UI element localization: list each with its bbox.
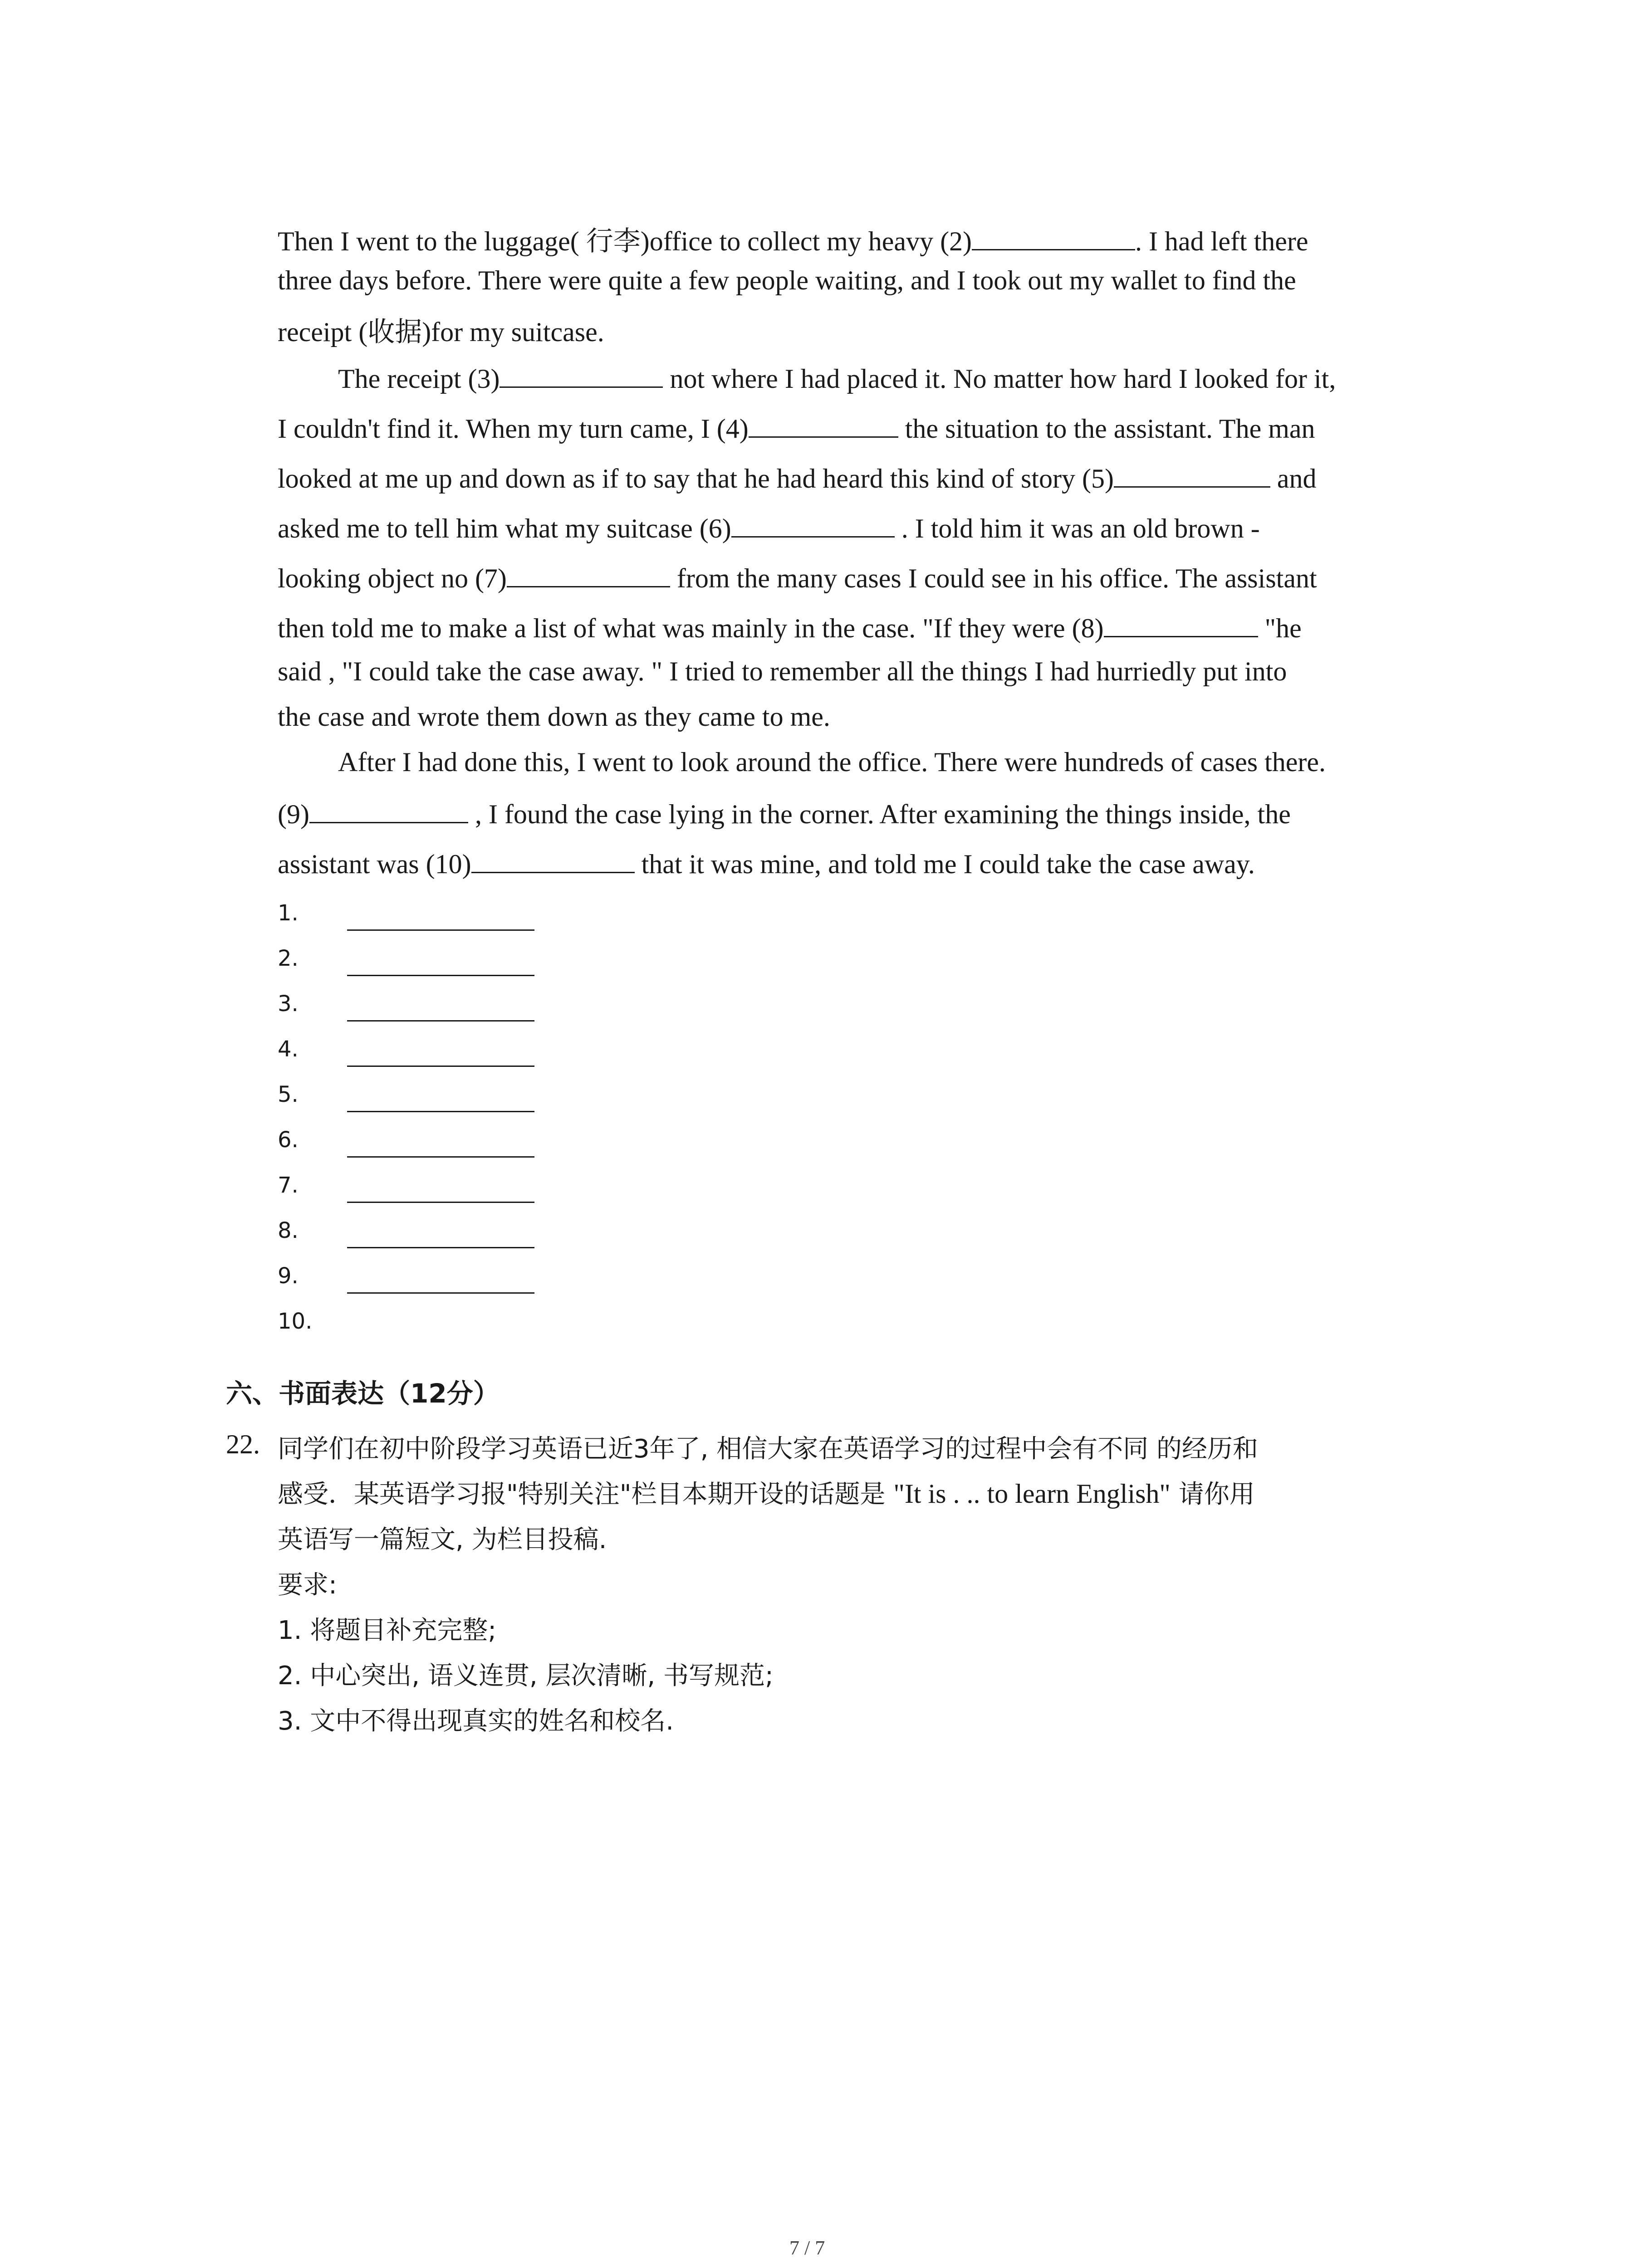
answer-row	[278, 991, 595, 1036]
passage-text: from the many cases I could see in his office. The assistant	[670, 563, 1317, 593]
passage-text: said , "I could take the case away. " I tried to remember all the things I had hurriedly put into	[278, 656, 1287, 686]
passage-text: the situation to the assistant. The man	[898, 414, 1315, 444]
passage-line	[278, 265, 1296, 296]
passage-line	[278, 511, 1260, 544]
answer-number: 4.	[278, 1036, 299, 1062]
passage-line	[278, 797, 1291, 830]
passage-text: , I found the case lying in the corner. After examining the things inside, the	[468, 799, 1291, 829]
question-text: 要求:	[278, 1570, 337, 1600]
passage-text: the case and wrote them down as they came to me.	[278, 702, 830, 732]
passage-text: receipt (收据)for my suitcase.	[278, 317, 604, 347]
passage-line	[278, 561, 1317, 594]
section-heading: 六、书面表达（12分）	[226, 1378, 500, 1409]
passage-text: The receipt (3)	[338, 364, 500, 394]
answer-number: 5.	[278, 1082, 299, 1107]
answer-blank-7	[507, 561, 670, 587]
question-text: 2. 中心突出, 语义连贯, 层次清晰, 书写规范;	[278, 1661, 774, 1691]
question-text: 请你用	[1170, 1480, 1255, 1509]
answer-row	[278, 1218, 595, 1263]
answer-row	[278, 946, 595, 991]
question-line	[278, 1429, 1258, 1465]
passage-text: "he	[1258, 613, 1302, 643]
passage-text: Then I went to the luggage( 行李)office to collect my heavy (2)	[278, 226, 972, 256]
answer-number: 3.	[278, 991, 299, 1017]
passage-line	[278, 846, 1255, 880]
answer-blank-9	[309, 797, 468, 823]
requirement-item	[278, 1701, 674, 1737]
passage-text: (9)	[278, 799, 309, 829]
answer-blank-3	[500, 361, 663, 388]
answer-line[interactable]	[347, 1020, 534, 1022]
passage-line	[278, 611, 1302, 644]
passage-text: asked me to tell him what my suitcase (6)	[278, 513, 731, 543]
question-text: 1. 将题目补充完整;	[278, 1616, 497, 1645]
answer-blank-2	[972, 224, 1135, 250]
answer-row	[278, 1173, 595, 1218]
answer-line[interactable]	[347, 1156, 534, 1158]
answer-line[interactable]	[347, 975, 534, 976]
passage-text: assistant was (10)	[278, 849, 471, 879]
answer-row	[278, 1082, 595, 1127]
answer-number: 9.	[278, 1263, 299, 1289]
answer-number: 6.	[278, 1127, 299, 1153]
passage-text: . I told him it was an old brown -	[894, 513, 1260, 543]
passage-text: I couldn't find it. When my turn came, I (4)	[278, 414, 749, 444]
answer-number: 2.	[278, 946, 299, 971]
answer-number: 7.	[278, 1173, 299, 1198]
answer-blank-8	[1104, 611, 1258, 637]
answer-blank-5	[1114, 461, 1270, 488]
answer-blank-4	[749, 411, 898, 438]
question-line	[278, 1520, 607, 1556]
answer-row	[278, 1036, 595, 1082]
answer-line[interactable]	[347, 1066, 534, 1067]
answer-line[interactable]	[347, 1292, 534, 1294]
topic-text: "It is . .. to learn English"	[893, 1479, 1171, 1509]
answer-line[interactable]	[347, 1202, 534, 1203]
answer-number: 8.	[278, 1218, 299, 1243]
passage-text: three days before. There were quite a few people waiting, and I took out my wallet to find the	[278, 265, 1296, 295]
passage-line	[278, 411, 1315, 445]
answer-line[interactable]	[347, 929, 534, 931]
passage-line	[338, 747, 1326, 778]
passage-text: and	[1270, 464, 1317, 494]
question-text: 感受．某英语学习报"特别关注"栏目本期开设的话题是	[278, 1480, 894, 1509]
question-line	[278, 1474, 1255, 1510]
answer-blank-6	[731, 511, 895, 538]
question-text: 英语写一篇短文, 为栏目投稿.	[278, 1525, 607, 1554]
passage-line	[278, 656, 1287, 687]
answer-line[interactable]	[347, 1247, 534, 1248]
answer-row	[278, 1127, 595, 1173]
answer-row	[278, 1263, 595, 1309]
passage-text: After I had done this, I went to look around the office. There were hundreds of cases there.	[338, 747, 1326, 777]
passage-line	[278, 310, 604, 349]
passage-line	[278, 701, 830, 733]
answer-line[interactable]	[347, 1111, 534, 1112]
page-number: 7 / 7	[789, 2237, 825, 2259]
passage-text: then told me to make a list of what was mainly in the case. "If they were (8)	[278, 613, 1104, 643]
question-number: 22.	[226, 1429, 260, 1459]
requirement-item	[278, 1610, 496, 1647]
passage-text: looked at me up and down as if to say that he had heard this kind of story (5)	[278, 464, 1114, 494]
passage-text: not where I had placed it. No matter how hard I looked for it,	[663, 364, 1336, 394]
passage-text: . I had left there	[1135, 226, 1308, 256]
answer-number: 10.	[278, 1309, 313, 1334]
answer-blank-10	[471, 846, 635, 873]
question-text: 同学们在初中阶段学习英语已近3年了, 相信大家在英语学习的过程中会有不同 的经历和	[278, 1434, 1259, 1464]
question-text: 3. 文中不得出现真实的姓名和校名.	[278, 1706, 674, 1736]
passage-line	[278, 461, 1317, 494]
requirements-label	[278, 1565, 337, 1601]
passage-line	[278, 220, 1308, 259]
answer-row	[278, 1309, 595, 1354]
requirement-item	[278, 1656, 774, 1692]
answer-row	[278, 900, 595, 946]
passage-text: that it was mine, and told me I could take the case away.	[634, 849, 1255, 879]
passage-text: looking object no (7)	[278, 563, 507, 593]
passage-line	[338, 361, 1336, 395]
answer-number: 1.	[278, 900, 299, 926]
